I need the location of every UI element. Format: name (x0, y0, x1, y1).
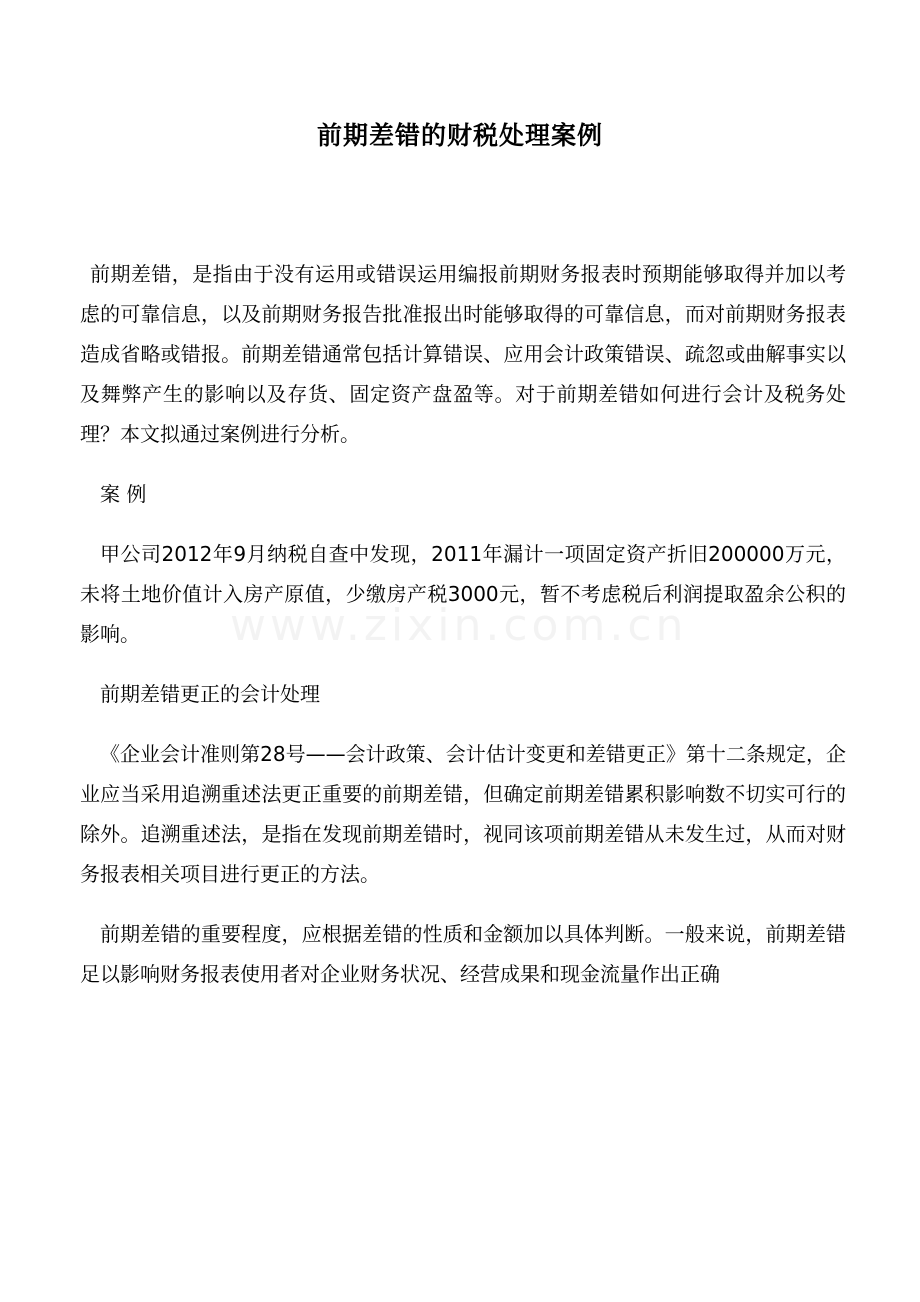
section-heading-accounting: 前期差错更正的会计处理 (100, 682, 320, 706)
section-heading-case: 案 例 (100, 482, 147, 506)
paragraph-intro: 前期差错，是指由于没有运用或错误运用编报前期财务报表时预期能够取得并加以考虑的可靠信息，以及前期财务报告批准报出时能够取得的可靠信息，而对前期财务报表造成省略或错报。前期差错通常包括计算错误、应用会计政策错误、疏忽或曲解事实以及舞弊产生的影响以及存货、固定资产盘盈等。对于前期差错如何进行会计及税务处理？本文拟通过案例进行分析。 (80, 262, 846, 446)
paragraph-materiality: 前期差错的重要程度，应根据差错的性质和金额加以具体判断。一般来说，前期差错足以影响财务报表使用者对企业财务状况、经营成果和现金流量作出正确 (80, 922, 846, 986)
paragraph-case: 甲公司2012年9月纳税自查中发现，2011年漏计一项固定资产折旧200000万元，未将土地价值计入房产原值，少缴房产税3000元，暂不考虑税后利润提取盈余公积的影响。 (80, 542, 846, 646)
document-title: 前期差错的财税处理案例 (316, 121, 603, 150)
watermark: www.zixin.com.cn (230, 600, 688, 651)
document-body (80, 254, 846, 1014)
paragraph-standard: 《企业会计准则第28号——会计政策、会计估计变更和差错更正》第十二条规定，企业应当采用追溯重述法更正重要的前期差错，但确定前期差错累积影响数不切实可行的除外。追溯重述法，是指在发现前期差错时，视同该项前期差错从未发生过，从而对财务报表相关项目进行更正的方法。 (80, 742, 846, 886)
